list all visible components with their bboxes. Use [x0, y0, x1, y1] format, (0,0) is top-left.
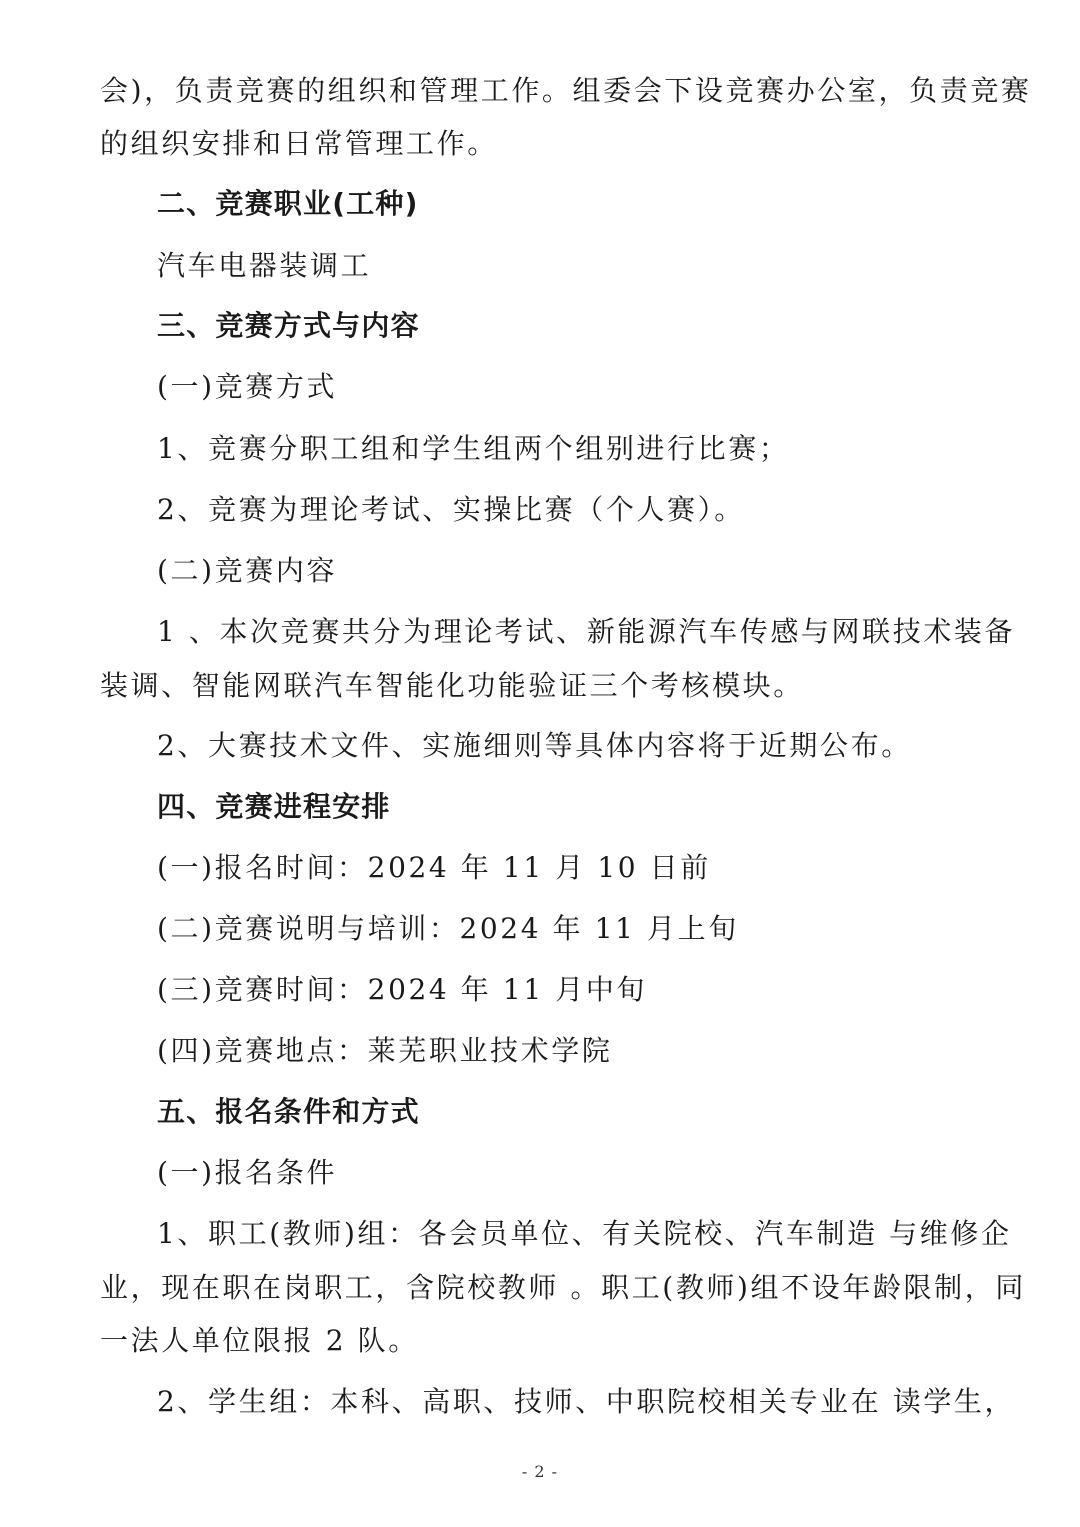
schedule-item: (四)竞赛地点：莱芜职业技术学院 [157, 1034, 613, 1067]
list-item: 2、竞赛为理论考试、实操比赛（个人赛）。 [157, 493, 745, 526]
list-item: 1、职工(教师)组：各会员单位、有关院校、汽车制造 与维修企 [157, 1217, 1012, 1250]
schedule-item: (二)竞赛说明与培训：2024 年 11 月上旬 [157, 912, 739, 945]
paragraph-line: 会)，负责竞赛的组织和管理工作。组委会下设竞赛办公室，负责竞赛 [100, 74, 1032, 107]
page-number: - 2 - [521, 1462, 559, 1481]
list-item: 2、大赛技术文件、实施细则等具体内容将于近期公布。 [157, 729, 912, 762]
paragraph-line: 一法人单位限报 2 队。 [100, 1324, 419, 1357]
list-item: 2、学生组：本科、高职、技师、中职院校相关专业在 读学生， [157, 1385, 1016, 1418]
paragraph-line: 业，现在职在岗职工，含院校教师 。职工(教师)组不设年龄限制，同 [100, 1271, 1026, 1304]
occupation-name: 汽车电器装调工 [157, 249, 372, 282]
section-heading-4: 四、竞赛进程安排 [157, 790, 391, 823]
paragraph-line: 的组织安排和日常管理工作。 [100, 127, 498, 160]
section-heading-2: 二、竞赛职业(工种) [157, 187, 419, 220]
section-heading-5: 五、报名条件和方式 [157, 1095, 420, 1128]
section-heading-3: 三、竞赛方式与内容 [157, 309, 420, 342]
list-item: 1、竞赛分职工组和学生组两个组别进行比赛； [157, 432, 790, 465]
subsection-heading: (二)竞赛内容 [157, 554, 338, 587]
subsection-heading: (一)竞赛方式 [157, 370, 338, 403]
schedule-item: (一)报名时间：2024 年 11 月 10 日前 [157, 851, 711, 884]
schedule-item: (三)竞赛时间：2024 年 11 月中旬 [157, 973, 648, 1006]
list-item: 1 、本次竞赛共分为理论考试、新能源汽车传感与网联技术装备 [157, 615, 1016, 648]
subsection-heading: (一)报名条件 [157, 1156, 338, 1189]
paragraph-line: 装调、智能网联汽车智能化功能验证三个考核模块。 [100, 669, 804, 702]
